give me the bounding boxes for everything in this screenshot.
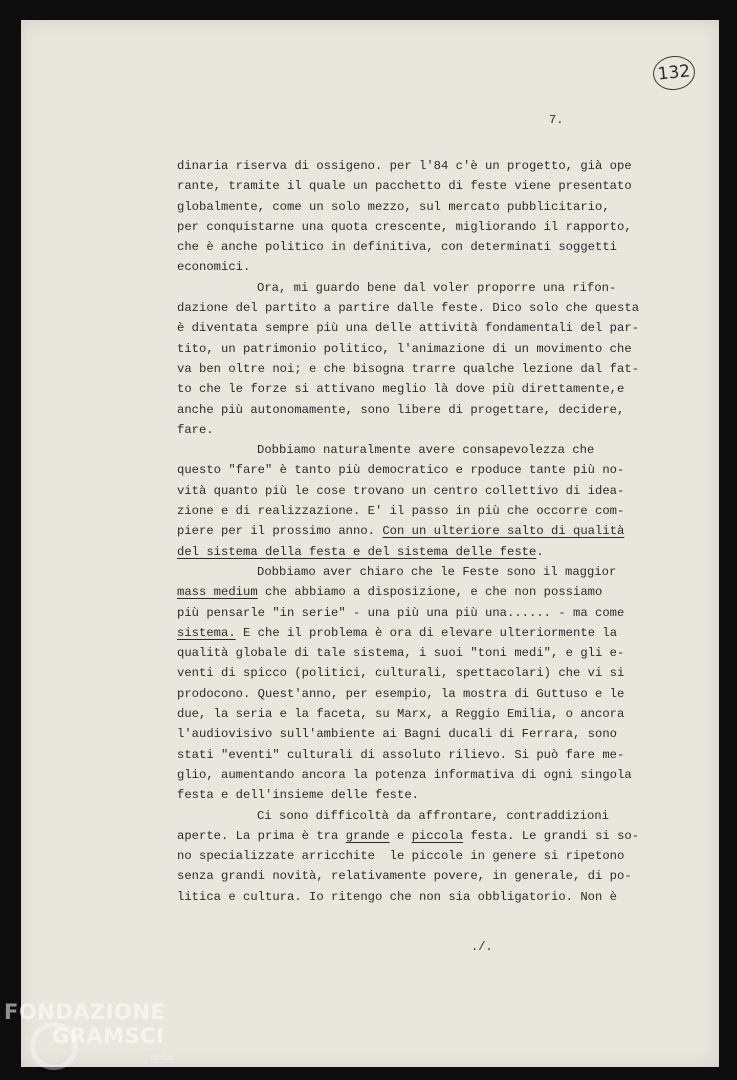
text-segment: . — [536, 544, 544, 559]
text-segment: e — [389, 828, 412, 843]
text-line: zione e di realizzazione. E' il passo in più che occorre com- — [177, 504, 625, 519]
text-line: Ora, mi guardo bene dal voler proporre una rifon- — [257, 280, 617, 295]
watermark-onlus: onlus — [150, 1053, 175, 1063]
text-line: più pensarle "in serie" - una più una più una...... - ma come — [177, 605, 625, 620]
continuation-mark: ./. — [471, 940, 493, 954]
text-line: senza grandi novità, relativamente povere, in generale, di po- — [177, 869, 632, 884]
text-segment: piere per il prossimo anno. — [177, 524, 383, 539]
underlined-text: del sistema della festa e del sistema delle feste — [177, 544, 537, 559]
text-line: due, la seria e la faceta, su Marx, a Reggio Emilia, o ancora — [177, 707, 625, 722]
text-line — [177, 521, 625, 541]
archive-number-stamp: 132 — [651, 54, 696, 92]
text-line: anche più autonomamente, sono libere di progettare, decidere, — [177, 402, 625, 417]
text-line: venti di spicco (politici, culturali, spettacolari) che vi si — [177, 666, 625, 681]
text-line: che è anche politico in definitiva, con determinati soggetti — [177, 240, 618, 255]
scan-specks: · · — [59, 56, 98, 66]
text-segment: festa. Le grandi si so- — [463, 828, 640, 843]
fondazione-gramsci-watermark — [4, 1000, 175, 1063]
underlined-text: Con un ulteriore salto di qualità — [382, 524, 625, 539]
text-line — [177, 542, 597, 562]
page-number: 7. — [549, 113, 564, 127]
text-line: qualità globale di tale sistema, i suoi "toni medi", e gli e- — [177, 646, 625, 661]
text-line: no specializzate arricchite le piccole in genere si ripetono — [177, 849, 625, 864]
text-line: glio, aumentando ancora la potenza informativa di ogni singola — [177, 767, 632, 782]
text-segment: aperte. La prima è tra — [177, 828, 346, 843]
watermark-line-1: FONDAZIONE — [4, 1000, 166, 1024]
watermark-line-2: GRAMSCI — [52, 1024, 165, 1048]
text-line: stati "eventi" culturali di assoluto rilievo. Si può fare me- — [177, 747, 625, 762]
text-line: per conquistarne una quota crescente, migliorando il rapporto, — [177, 219, 632, 234]
text-line: rante, tramite il quale un pacchetto di feste viene presentato — [177, 179, 632, 194]
typewritten-body — [177, 156, 640, 907]
text-line: tito, un patrimonio politico, l'animazione di un movimento che — [177, 341, 632, 356]
text-line: prodocono. Quest'anno, per esempio, la mostra di Guttuso e le — [177, 686, 625, 701]
text-line: economici. — [177, 260, 251, 275]
document-page — [21, 20, 719, 1067]
text-line: festa e dell'insieme delle feste. — [177, 788, 420, 803]
text-line — [177, 623, 618, 643]
text-line — [177, 582, 603, 602]
text-line: dazione del partito a partire dalle feste. Dico solo che questa — [177, 301, 640, 316]
logo-ring-icon — [30, 1022, 78, 1070]
text-segment: E che il problema è ora di elevare ulteriormente la — [235, 625, 618, 640]
text-line: dinaria riserva di ossigeno. per l'84 c'è un progetto, già ope — [177, 159, 632, 173]
underlined-text: mass medium — [177, 585, 258, 600]
text-line: l'audiovisivo sull'ambiente ai Bagni ducali di Ferrara, sono — [177, 727, 618, 742]
text-line: va ben oltre noi; e che bisogna trarre qualche lezione dal fat- — [177, 361, 640, 376]
text-line: vità quanto più le cose trovano un centro collettivo di idea- — [177, 483, 625, 498]
text-line: Ci sono difficoltà da affrontare, contraddizioni — [257, 808, 610, 823]
underlined-text: piccola — [411, 828, 464, 843]
text-line: litica e cultura. Io ritengo che non sia obbligatorio. Non è — [177, 889, 618, 904]
underlined-text: sistema. — [177, 625, 236, 640]
text-line: Dobbiamo naturalmente avere consapevolezza che — [257, 443, 595, 458]
text-line — [177, 826, 640, 846]
text-line: fare. — [177, 422, 214, 437]
text-line: questo "fare" è tanto più democratico e rpoduce tante più no- — [177, 463, 625, 478]
text-line: globalmente, come un solo mezzo, sul mercato pubblicitario, — [177, 199, 610, 214]
text-line: to che le forze si attivano meglio là dove più direttamente,e — [177, 382, 625, 397]
text-line: Dobbiamo aver chiaro che le Feste sono il maggior — [257, 564, 617, 579]
underlined-text: grande — [345, 828, 390, 843]
text-segment: che abbiamo a disposizione, e che non possiamo — [257, 585, 603, 600]
text-line: è diventata sempre più una delle attività fondamentali del par- — [177, 321, 640, 336]
